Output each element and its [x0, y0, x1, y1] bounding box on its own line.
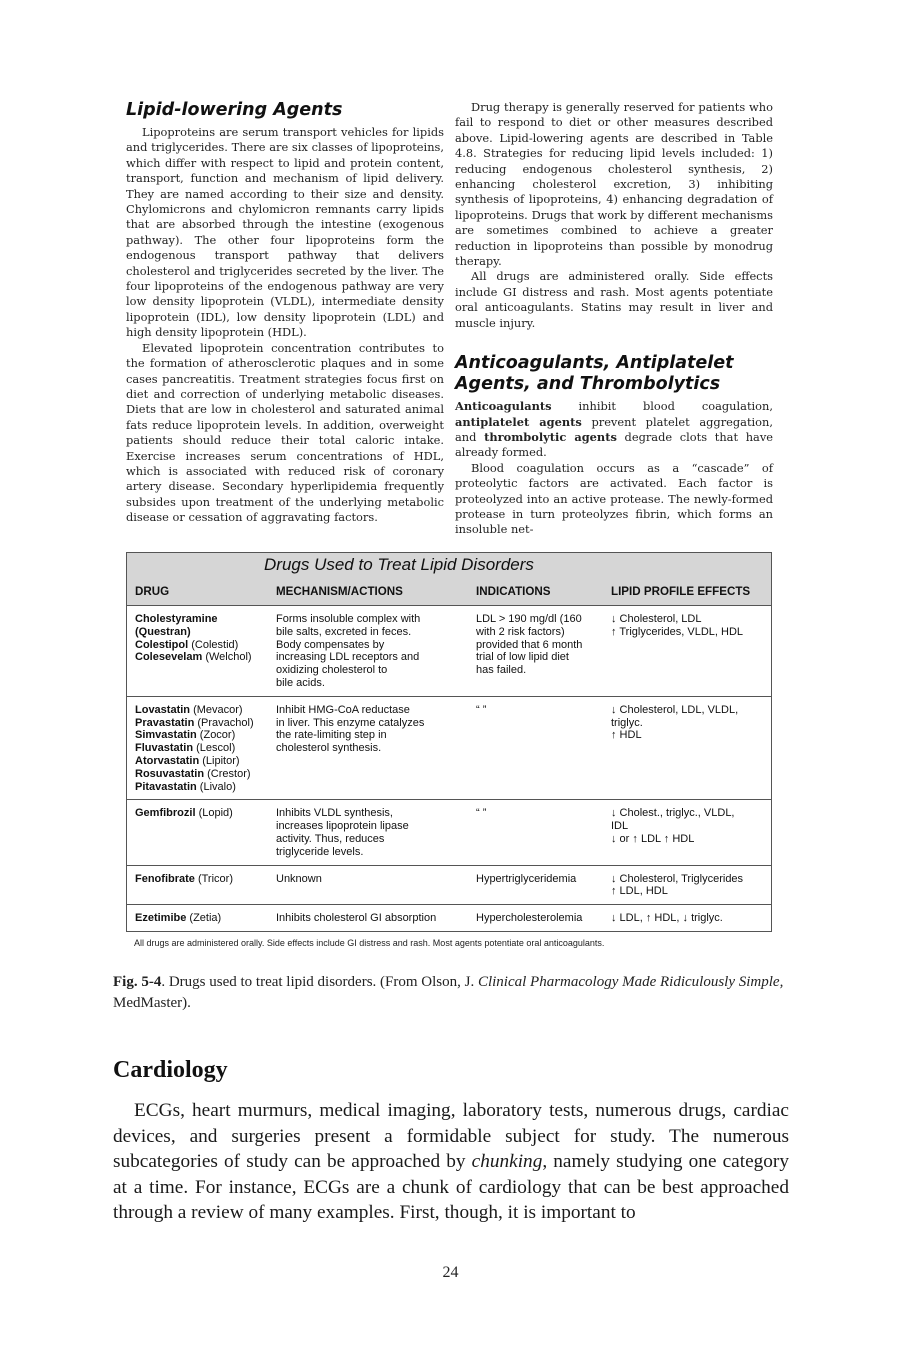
anticoagulants-term: Anticoagulants	[455, 399, 552, 414]
mechanism-line: cholesterol synthesis.	[276, 742, 382, 755]
mechanism-line: the rate-limiting step in	[276, 729, 387, 742]
drug-name	[135, 807, 268, 820]
mechanism-line: bile salts, excreted in feces.	[276, 625, 412, 638]
effects-line: ↓ Cholest., triglyc., VLDL,	[611, 807, 735, 820]
indications-line: has failed.	[476, 664, 527, 677]
drug-cell	[127, 704, 268, 794]
indications-line: Hypertriglyceridemia	[476, 872, 577, 885]
drug-brand-name: (Tricor)	[194, 872, 233, 885]
paragraph-emphasis: chunking	[471, 1151, 543, 1173]
drug-name	[135, 768, 268, 781]
caption-label: Fig. 5-4	[113, 974, 162, 990]
indications-cell	[470, 873, 605, 899]
table-body	[127, 606, 771, 931]
lipid-drugs-table	[126, 552, 772, 932]
table-title: Drugs Used to Treat Lipid Disorders	[127, 553, 771, 579]
drug-cell	[127, 807, 268, 858]
drug-brand-name: (Colestid)	[188, 638, 239, 651]
indications-line: “ ”	[476, 807, 487, 820]
drug-cell	[127, 613, 268, 690]
drug-generic-name: Pravastatin	[135, 716, 195, 729]
drug-generic-name: Fluvastatin	[135, 742, 194, 755]
drug-generic-name: Colestipol	[135, 638, 189, 651]
section-paragraph	[113, 1098, 789, 1226]
drug-name	[135, 626, 268, 639]
p3-text-1: inhibit blood coagulation,	[551, 399, 773, 414]
mechanism-cell	[268, 613, 470, 690]
effects-cell	[605, 704, 771, 794]
drug-name	[135, 613, 268, 626]
mechanism-line: Inhibits cholesterol GI absorption	[276, 912, 437, 925]
mechanism-cell	[268, 807, 470, 858]
indications-cell	[470, 704, 605, 794]
indications-cell	[470, 912, 605, 925]
p3-text-3: degrade clots that have already formed.	[455, 429, 773, 460]
right-paragraph-4: Blood coagulation occurs as a “cascade” of proteolytic factors are activated. Each factor is proteolyzed into an active protease. The newly-formed protease in turn proteolyzes fibrin, which forms an insoluble net-	[455, 460, 773, 537]
drug-name	[135, 912, 268, 925]
drug-generic-name: Gemfibrozil	[135, 807, 196, 820]
effects-cell	[605, 912, 771, 925]
drug-brand-name: (Crestor)	[204, 767, 251, 780]
right-paragraph-1: Drug therapy is generally reserved for patients who fail to respond to diet or other measures described above. Lipid-lowering agents are described in Table 4.8. Strategies for reducing lipid levels included: 1) reducing endogenous cholesterol synthesis, 2) enhancing cholesterol excretion, 3) inhibiting synthesis of lipoproteins, 4) enhancing degradation of lipoproteins. Drugs that work by different mechanisms are sometimes combined to achieve a greater reduction in lipoproteins than possible by monodrug therapy.	[455, 100, 773, 269]
left-paragraph-1: Lipoproteins are serum transport vehicles for lipids and triglycerides. There are six classes of lipoproteins, which differ with respect to lipid and protein content, transport, function and mechanism of lipid delivery. They are named according to their size and density. Chylomicrons and chylomicron remnants carry lipids that are absorbed through the intestine (exogenous pathway). The other four lipoproteins form the endogenous transport pathway that delivers cholesterol and triglycerides secreted by the liver. The four lipoproteins of the endogenous pathway are very low density lipoprotein (VLDL), intermediate density lipoprotein (IDL), low density lipoprotein (LDL) and high density lipoprotein (HDL).	[126, 125, 444, 340]
right-column	[455, 100, 773, 538]
indications-line: Hypercholesterolemia	[476, 912, 583, 925]
mechanism-cell	[268, 912, 470, 925]
mechanism-cell	[268, 704, 470, 794]
mechanism-line: Body compensates by	[276, 638, 385, 651]
drug-name	[135, 755, 268, 768]
table-row	[127, 697, 771, 801]
drug-name	[135, 873, 268, 886]
indications-cell	[470, 613, 605, 690]
effects-line: ↑ LDL, HDL	[611, 885, 668, 898]
effects-line: ↑ Triglycerides, VLDL, HDL	[611, 625, 744, 638]
drug-generic-name: Cholestyramine	[135, 613, 218, 625]
drug-brand-name: (Zetia)	[186, 912, 222, 925]
drug-brand-name: (Lipitor)	[199, 754, 240, 767]
drug-generic-name: (Questran)	[135, 625, 191, 638]
effects-line: ↓ or ↑ LDL ↑ HDL	[611, 832, 695, 845]
thrombolytic-term: thrombolytic agents	[484, 429, 617, 444]
drug-brand-name: (Welchol)	[202, 651, 252, 664]
drug-generic-name: Colesevelam	[135, 651, 203, 664]
mechanism-line: bile acids.	[276, 676, 325, 689]
mechanism-line: Inhibits VLDL synthesis,	[276, 807, 393, 820]
effects-line: IDL	[611, 820, 629, 833]
table-row	[127, 606, 771, 697]
drug-name	[135, 729, 268, 742]
p3-text-2: prevent platelet aggregation, and	[455, 414, 773, 444]
drug-brand-name: (Pravachol)	[194, 716, 254, 729]
drug-generic-name: Fenofibrate	[135, 872, 195, 885]
mechanism-line: triglyceride levels.	[276, 845, 364, 858]
effects-line: ↑ HDL	[611, 729, 642, 742]
header-drug: DRUG	[135, 584, 170, 598]
effects-line: ↓ Cholesterol, LDL, VLDL,	[611, 703, 739, 716]
figure-caption	[113, 972, 793, 1014]
mechanism-line: Inhibit HMG-CoA reductase	[276, 703, 410, 716]
drug-brand-name: (Lopid)	[195, 807, 233, 820]
effects-line: ↓ LDL, ↑ HDL, ↓ triglyc.	[611, 912, 723, 925]
table-footnote: All drugs are administered orally. Side effects include GI distress and rash. Most agents potentiate oral anticoagulants.	[134, 938, 605, 948]
mechanism-line: increases lipoprotein lipase	[276, 820, 409, 833]
caption-book-title: Clinical Pharmacology Made Ridiculously Simple,	[477, 974, 784, 990]
drug-brand-name: (Livalo)	[196, 780, 236, 793]
effects-cell	[605, 807, 771, 858]
left-column	[126, 100, 444, 526]
drug-generic-name: Pitavastatin	[135, 780, 197, 793]
table-row	[127, 800, 771, 865]
drug-generic-name: Ezetimibe	[135, 912, 187, 925]
drug-brand-name: (Mevacor)	[190, 703, 243, 716]
indications-line: LDL > 190 mg/dl (160	[476, 613, 582, 625]
header-effects: LIPID PROFILE EFFECTS	[611, 584, 751, 598]
paragraph-text-1: ECGs, heart murmurs, medical imaging, laboratory tests, numerous drugs, cardiac devices, and surgeries present a formidable subject for study. The numerous subcategories of study can be approached by	[113, 1100, 789, 1173]
page-number: 24	[442, 1264, 459, 1281]
drug-name	[135, 742, 268, 755]
mechanism-cell	[268, 873, 470, 899]
paragraph-text-2: , namely studying one category at a time. For instance, ECGs are a chunk of cardiology that can be best approached through a review of many examples. First, though, it is important to	[113, 1151, 789, 1224]
table-row	[127, 866, 771, 906]
mechanism-line: in liver. This enzyme catalyzes	[276, 716, 425, 729]
drug-name	[135, 651, 268, 664]
drug-brand-name: (Zocor)	[196, 729, 236, 742]
indications-line: “ ”	[476, 703, 487, 716]
mechanism-line: Unknown	[276, 872, 322, 885]
table-row	[127, 905, 771, 931]
drug-cell	[127, 873, 268, 899]
header-mechanism: MECHANISM/ACTIONS	[276, 584, 403, 598]
effects-line: ↓ Cholesterol, LDL	[611, 613, 702, 625]
section-heading: Cardiology	[113, 1057, 228, 1083]
drug-name	[135, 717, 268, 730]
lipid-lowering-heading: Lipid-lowering Agents	[126, 100, 343, 120]
mechanism-line: activity. Thus, reduces	[276, 832, 385, 845]
drug-cell	[127, 912, 268, 925]
left-paragraph-2: Elevated lipoprotein concentration contributes to the formation of atherosclerotic plaques and in some cases pancreatitis. Treatment strategies focus first on diet and correction of underlying metabolic diseases. Diets that are low in cholesterol and saturated animal fats reduce lipoprotein levels. In addition, overweight patients should reduce their total caloric intake. Exercise increases serum concentrations of HDL, which is associated with reduced risk of coronary artery disease. Secondary hyperlipidemia frequently subsides upon treatment of the underlying metabolic disease or cessation of aggravating factors.	[126, 340, 444, 525]
figure-text-columns	[112, 100, 792, 537]
right-paragraph-3	[455, 399, 773, 461]
effects-line: triglyc.	[611, 716, 643, 729]
anticoagulants-heading: Anticoagulants, Antiplatelet Agents, and Thrombolytics	[455, 353, 734, 395]
drug-generic-name: Lovastatin	[135, 703, 191, 716]
indications-line: provided that 6 month	[476, 638, 583, 651]
mechanism-line: oxidizing cholesterol to	[276, 664, 388, 677]
drug-generic-name: Atorvastatin	[135, 754, 200, 767]
right-paragraph-2: All drugs are administered orally. Side effects include GI distress and rash. Most agents potentiate oral anticoagulants. Statins may result in liver and muscle injury.	[455, 269, 773, 330]
effects-cell	[605, 873, 771, 899]
drug-name	[135, 781, 268, 794]
drug-generic-name: Simvastatin	[135, 729, 197, 742]
drug-name	[135, 639, 268, 652]
drug-generic-name: Rosuvastatin	[135, 767, 205, 780]
drug-brand-name: (Lescol)	[193, 742, 236, 755]
table-header-row	[127, 579, 771, 606]
effects-cell	[605, 613, 771, 690]
indications-line: with 2 risk factors)	[476, 625, 565, 638]
mechanism-line: increasing LDL receptors and	[276, 651, 420, 664]
effects-line: ↓ Cholesterol, Triglycerides	[611, 872, 744, 885]
antiplatelet-term: antiplatelet agents	[455, 414, 582, 429]
caption-text: . Drugs used to treat lipid disorders. (From Olson, J.	[161, 974, 478, 990]
header-indications: INDICATIONS	[476, 584, 551, 598]
drug-name	[135, 704, 268, 717]
mechanism-line: Forms insoluble complex with	[276, 613, 421, 625]
caption-text-end: MedMaster).	[113, 995, 191, 1011]
indications-line: trial of low lipid diet	[476, 651, 569, 664]
indications-cell	[470, 807, 605, 858]
